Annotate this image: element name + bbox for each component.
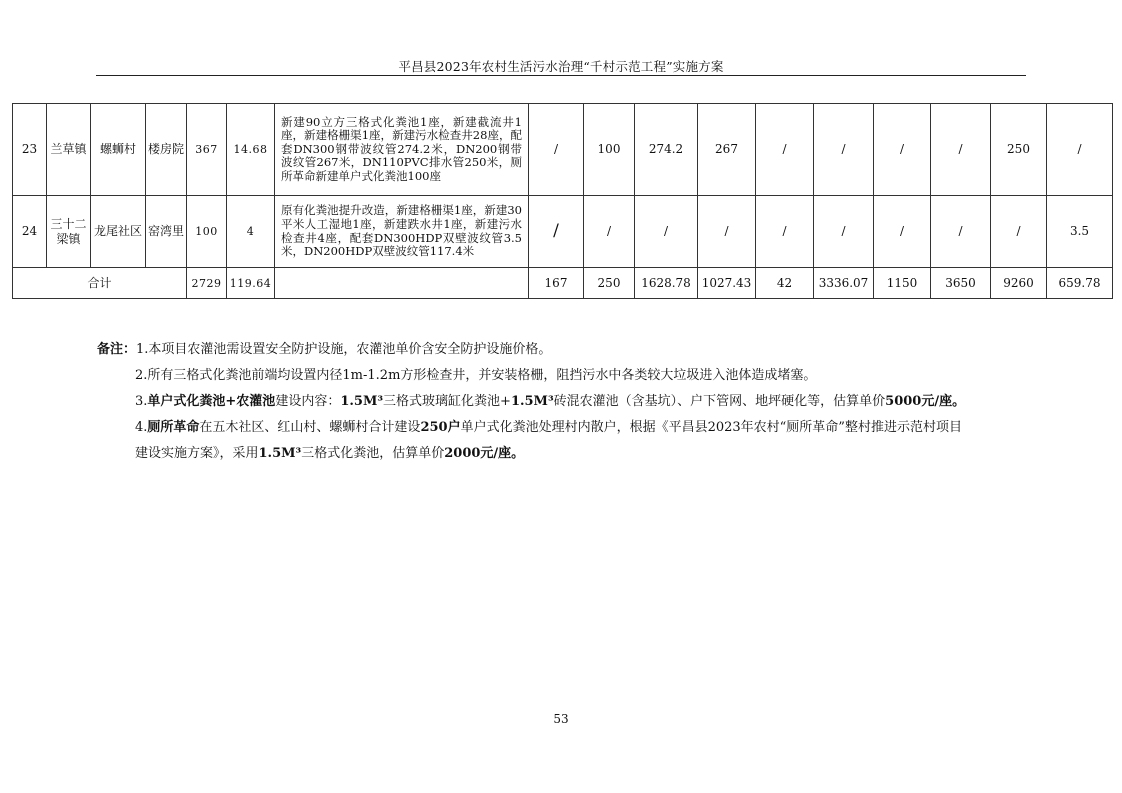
total-value-cell: 167 xyxy=(529,268,584,299)
row-number: 23 xyxy=(13,104,47,196)
total-value-cell: 659.78 xyxy=(1047,268,1113,299)
people-cell: 4 xyxy=(227,196,275,268)
village-cell: 龙尾社区 xyxy=(91,196,146,268)
note-4-text: 三格式化粪池，估算单价 xyxy=(301,446,445,461)
note-4-text: 在五木社区、红山村、螺蛳村合计建设 xyxy=(199,420,421,435)
town-cell: 兰草镇 xyxy=(47,104,91,196)
project-table xyxy=(12,103,1113,299)
note-3-text: 建设内容： xyxy=(275,394,341,409)
total-value-cell: 1150 xyxy=(874,268,931,299)
note-3-prefix: 3. xyxy=(135,394,148,409)
households-cell: 367 xyxy=(187,104,227,196)
value-cell: / xyxy=(1047,104,1113,196)
value-cell: / xyxy=(814,196,874,268)
total-value-cell: 250 xyxy=(584,268,635,299)
value-cell: / xyxy=(931,104,991,196)
total-content-empty xyxy=(275,268,529,299)
note-3-term: 单户式化粪池+农灌池 xyxy=(147,394,276,409)
notes-label: 备注： xyxy=(97,342,137,357)
value-cell: 274.2 xyxy=(635,104,698,196)
note-3 xyxy=(97,389,1027,415)
households-cell: 100 xyxy=(187,196,227,268)
note-3-volume: 1.5M³ xyxy=(510,394,554,409)
note-4-continuation xyxy=(97,441,1027,467)
value-cell: 250 xyxy=(991,104,1047,196)
value-cell: / xyxy=(814,104,874,196)
value-cell: / xyxy=(756,104,814,196)
note-3-volume: 1.5M³ xyxy=(340,394,384,409)
table-row xyxy=(13,104,1113,196)
value-cell: / xyxy=(874,196,931,268)
value-cell: / xyxy=(931,196,991,268)
note-4-price: 2000元/座。 xyxy=(444,446,525,461)
total-value-cell: 1628.78 xyxy=(635,268,698,299)
value-cell: / xyxy=(584,196,635,268)
value-cell: / xyxy=(529,196,584,268)
notes-section xyxy=(97,337,1027,467)
note-1-text: 1.本项目农灌池需设置安全防护设施，农灌池单价含安全防护设施价格。 xyxy=(136,342,552,357)
note-3-text: 砖混农灌池（含基坑）、户下管网、地坪硬化等，估算单价 xyxy=(553,394,886,409)
total-label: 合计 xyxy=(13,268,187,299)
total-people: 119.64 xyxy=(227,268,275,299)
value-cell: / xyxy=(529,104,584,196)
note-4-count: 250户 xyxy=(420,420,461,435)
note-4-term: 厕所革命 xyxy=(147,420,200,435)
people-cell: 14.68 xyxy=(227,104,275,196)
site-cell: 楼房院 xyxy=(146,104,187,196)
town-cell: 三十二梁镇 xyxy=(47,196,91,268)
note-4-prefix: 4. xyxy=(135,420,148,435)
total-value-cell: 1027.43 xyxy=(698,268,756,299)
note-3-price: 5000元/座。 xyxy=(885,394,966,409)
row-number: 24 xyxy=(13,196,47,268)
note-1 xyxy=(97,337,1027,363)
total-households: 2729 xyxy=(187,268,227,299)
note-4 xyxy=(97,415,1027,441)
page-number: 53 xyxy=(553,712,569,726)
note-4-text: 单户式化粪池处理村内散户，根据《平昌县2023年农村“厕所革命”整村推进示范村项目 xyxy=(460,420,962,435)
value-cell: 267 xyxy=(698,104,756,196)
note-2 xyxy=(97,363,1027,389)
table-row xyxy=(13,196,1113,268)
header-rule xyxy=(96,75,1026,76)
note-4-volume: 1.5M³ xyxy=(258,446,302,461)
total-value-cell: 9260 xyxy=(991,268,1047,299)
value-cell: 100 xyxy=(584,104,635,196)
site-cell: 窑湾里 xyxy=(146,196,187,268)
content-cell: 新建90立方三格式化粪池1座，新建截流井1座，新建格栅渠1座，新建污水检查井28座，配套DN300钢带波纹管274.2米，DN200钢带波纹管267米，DN110PVC排水管250米，厕所革命新建单户式化粪池100座 xyxy=(275,104,529,196)
value-cell: / xyxy=(874,104,931,196)
total-value-cell: 3336.07 xyxy=(814,268,874,299)
value-cell: / xyxy=(991,196,1047,268)
value-cell: / xyxy=(756,196,814,268)
note-2-text: 2.所有三格式化粪池前端均设置内径1m-1.2m方形检查井，并安装格栅，阻挡污水中各类较大垃圾进入池体造成堵塞。 xyxy=(135,368,817,383)
value-cell: / xyxy=(698,196,756,268)
page-header-title: 平昌县2023年农村生活污水治理“千村示范工程”实施方案 xyxy=(398,59,724,74)
note-3-text: 三格式玻璃缸化粪池+ xyxy=(383,394,511,409)
value-cell: 3.5 xyxy=(1047,196,1113,268)
total-value-cell: 3650 xyxy=(931,268,991,299)
content-cell: 原有化粪池提升改造，新建格栅渠1座，新建30平米人工湿地1座，新建跌水井1座，新建污水检查井4座，配套DN300HDP双壁波纹管3.5米，DN200HDP双壁波纹管117.4米 xyxy=(275,196,529,268)
total-row xyxy=(13,268,1113,299)
value-cell: / xyxy=(635,196,698,268)
note-4-text: 建设实施方案》，采用 xyxy=(135,446,259,461)
total-value-cell: 42 xyxy=(756,268,814,299)
village-cell: 螺蛳村 xyxy=(91,104,146,196)
